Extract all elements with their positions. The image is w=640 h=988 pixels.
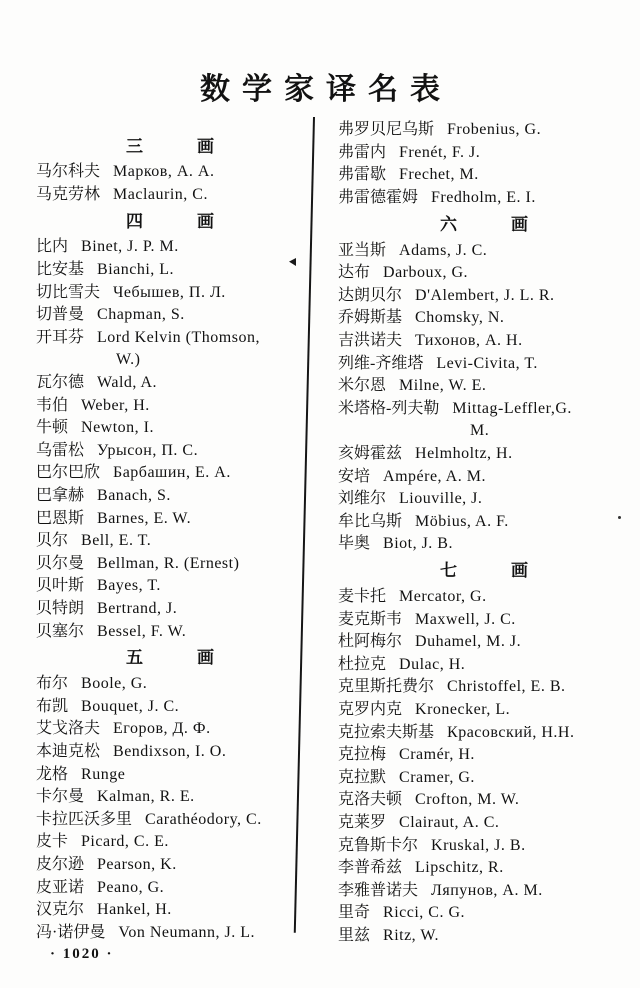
entry-original-name: Banach, S. (97, 487, 171, 505)
entry-original-name: Boole, G. (81, 675, 148, 693)
entry-original-name: Weber, H. (81, 396, 150, 414)
entry-chinese-name: 切普曼 (36, 306, 85, 324)
entry-original-name: Frobenius, G. (447, 121, 542, 139)
entry-chinese-name: 贝尔 (36, 532, 69, 550)
entry-original-name: Cramér, H. (399, 746, 475, 764)
entry-row (36, 741, 304, 764)
entry-original-name: Maclaurin, C. (113, 185, 208, 203)
entry-original-name: Maxwell, J. C. (415, 610, 516, 628)
entry-original-name: Biot, J. B. (383, 535, 453, 553)
entry-chinese-name: 乌雷松 (36, 441, 85, 459)
right-column (338, 119, 630, 947)
entry-row (36, 161, 304, 184)
entry-original-name: Frenét, F. J. (399, 143, 481, 161)
entry-original-name: Barnes, E. W. (97, 509, 192, 527)
entry-original-name: Тихонов, А. Н. (415, 332, 523, 350)
hua-character: 画 (197, 648, 214, 668)
page-title: 数学家译名表 (200, 73, 452, 106)
entry-row (36, 281, 304, 304)
entry-chinese-name: 刘维尔 (338, 490, 387, 508)
entry-chinese-name: 巴拿赫 (36, 487, 85, 505)
entry-row (338, 398, 630, 421)
entry-chinese-name: 李普希兹 (338, 859, 403, 877)
entry-chinese-name: 克莱罗 (338, 813, 387, 831)
entry-row (36, 304, 304, 327)
entry-row (36, 854, 304, 877)
entry-row (36, 553, 304, 576)
entry-original-name: Ritz, W. (383, 926, 440, 944)
entry-chinese-name: 牛顿 (36, 419, 69, 437)
entry-original-name: Liouville, J. (399, 490, 483, 508)
entry-chinese-name: 马尔科夫 (36, 163, 101, 181)
entry-chinese-name: 巴恩斯 (36, 509, 85, 527)
entry-chinese-name: 比安基 (36, 261, 85, 279)
hua-character: 画 (197, 136, 214, 156)
entry-row (36, 485, 304, 508)
entry-continuation-line (338, 420, 630, 443)
entry-chinese-name: 列维-齐维塔 (338, 354, 424, 372)
hua-character: 画 (197, 211, 214, 231)
entry-chinese-name: 克罗内克 (338, 700, 403, 718)
entry-chinese-name: 克拉默 (338, 768, 387, 786)
entry-chinese-name: 克鲁斯卡尔 (338, 836, 419, 854)
entry-chinese-name: 皮卡 (36, 833, 69, 851)
entry-row (36, 763, 304, 786)
left-column (36, 131, 304, 944)
entry-row (338, 443, 630, 466)
entry-chinese-name: 汉克尔 (36, 901, 85, 919)
entry-row (338, 744, 630, 767)
entry-row (338, 262, 630, 285)
entry-original-name: Hankel, H. (97, 901, 172, 919)
stroke-section-header (338, 556, 630, 586)
entry-original-name: D'Alembert, J. L. R. (415, 286, 555, 304)
entry-chinese-name: 克里斯托费尔 (338, 678, 435, 696)
entry-original-name: Bianchi, L. (97, 261, 175, 279)
entry-row (36, 530, 304, 553)
hua-character: 画 (511, 214, 528, 234)
entry-original-name: Levi-Civita, T. (436, 354, 538, 372)
entry-original-name: Bouquet, J. C. (81, 697, 180, 715)
entry-original-name: Mercator, G. (399, 587, 487, 605)
entry-row (338, 164, 630, 187)
entry-original-name: Kronecker, L. (415, 700, 511, 718)
entry-row (338, 533, 630, 556)
entry-original-name: Newton, I. (81, 419, 154, 437)
entry-chinese-name: 里兹 (338, 926, 371, 944)
stroke-count-character: 三 (126, 136, 143, 156)
entry-original-name: Bessel, F. W. (97, 622, 187, 640)
entry-original-name: Picard, C. E. (81, 833, 169, 851)
page-number: · 1020 · (50, 946, 114, 962)
entry-row (338, 699, 630, 722)
entry-row (36, 394, 304, 417)
entry-row (338, 352, 630, 375)
entry-row (338, 631, 630, 654)
entry-chinese-name: 乔姆斯基 (338, 309, 403, 327)
entry-original-name: Ricci, C. G. (383, 904, 466, 922)
entry-original-name: Carathéodory, C. (145, 810, 262, 828)
entry-row (338, 330, 630, 353)
entry-original-name: Красовский, Н.Н. (447, 723, 575, 741)
entry-row (338, 925, 630, 948)
entry-row (338, 721, 630, 744)
entry-row (36, 786, 304, 809)
entry-chinese-name: 克拉索夫斯基 (338, 723, 435, 741)
stroke-count-character: 四 (126, 211, 143, 231)
entry-row (36, 462, 304, 485)
entry-chinese-name: 达布 (338, 264, 371, 282)
entry-chinese-name: 龙格 (36, 765, 69, 783)
entry-chinese-name: 杜阿梅尔 (338, 633, 403, 651)
entry-row (36, 259, 304, 282)
entry-row (338, 766, 630, 789)
entry-chinese-name: 贝塞尔 (36, 622, 85, 640)
hua-character: 画 (511, 561, 528, 581)
entry-row (36, 831, 304, 854)
entry-chinese-name: 安培 (338, 467, 371, 485)
entry-original-name: W.) (116, 351, 141, 369)
entry-chinese-name: 布凯 (36, 697, 69, 715)
entry-original-name: Frechet, M. (399, 166, 479, 184)
entry-chinese-name: 艾戈洛夫 (36, 720, 101, 738)
entry-chinese-name: 弗雷德霍姆 (338, 189, 419, 207)
entry-original-name: Mittag-Leffler,G. (452, 399, 572, 417)
entry-chinese-name: 米尔恩 (338, 377, 387, 395)
entry-chinese-name: 里奇 (338, 904, 371, 922)
entry-chinese-name: 巴尔巴欣 (36, 464, 101, 482)
entry-original-name: Марков, А. А. (113, 163, 215, 181)
entry-original-name: Peano, G. (97, 878, 165, 896)
entry-row (338, 902, 630, 925)
entry-original-name: Kruskal, J. B. (431, 836, 526, 854)
entry-row (338, 465, 630, 488)
entry-original-name: Bell, E. T. (81, 532, 152, 550)
entry-row (36, 695, 304, 718)
entry-chinese-name: 弗雷歇 (338, 166, 387, 184)
entry-original-name: Milne, W. E. (399, 377, 487, 395)
entry-row (36, 440, 304, 463)
entry-original-name: Chomsky, N. (415, 309, 505, 327)
entry-original-name: Bertrand, J. (97, 599, 178, 617)
entry-chinese-name: 弗雷内 (338, 143, 387, 161)
entry-row (36, 673, 304, 696)
entry-row (36, 184, 304, 207)
entry-original-name: Bellman, R. (Ernest) (97, 554, 240, 572)
stroke-section-header (338, 209, 630, 239)
entry-original-name: Kalman, R. E. (97, 788, 195, 806)
entry-continuation-line (36, 349, 304, 372)
stroke-section-header (36, 643, 304, 673)
entry-chinese-name: 马克劳林 (36, 185, 101, 203)
stroke-count-character: 七 (440, 561, 457, 581)
entry-row (338, 608, 630, 631)
entry-row (338, 142, 630, 165)
entry-row (36, 718, 304, 741)
entry-chinese-name: 亥姆霍兹 (338, 445, 403, 463)
entry-original-name: Bayes, T. (97, 577, 161, 595)
entry-original-name: Чебышев, П. Л. (113, 283, 226, 301)
entry-row (338, 119, 630, 142)
entry-row (36, 236, 304, 259)
entry-original-name: Darboux, G. (383, 264, 469, 282)
entry-original-name: Crofton, M. W. (415, 791, 520, 809)
entry-row (338, 375, 630, 398)
entry-row (36, 808, 304, 831)
entry-chinese-name: 皮尔逊 (36, 855, 85, 873)
entry-row (338, 812, 630, 835)
entry-original-name: Урысон, П. С. (97, 441, 199, 459)
entry-chinese-name: 贝叶斯 (36, 577, 85, 595)
entry-original-name: Helmholtz, H. (415, 445, 513, 463)
entry-row (338, 789, 630, 812)
entry-chinese-name: 比内 (36, 238, 69, 256)
entry-row (338, 187, 630, 210)
entry-row (36, 598, 304, 621)
entry-original-name: Егоров, Д. Ф. (113, 720, 211, 738)
entry-original-name: Duhamel, M. J. (415, 633, 522, 651)
entry-row (36, 417, 304, 440)
entry-chinese-name: 冯·诺伊曼 (36, 923, 106, 941)
entry-chinese-name: 开耳芬 (36, 328, 85, 346)
entry-original-name: Von Neumann, J. L. (118, 923, 256, 941)
entry-chinese-name: 韦伯 (36, 396, 69, 414)
entry-original-name: Lord Kelvin (Thomson, (97, 328, 260, 346)
entry-chinese-name: 皮亚诺 (36, 878, 85, 896)
entry-row (338, 653, 630, 676)
stroke-count-character: 六 (440, 214, 457, 234)
entry-chinese-name: 毕奥 (338, 535, 371, 553)
ink-speck (618, 516, 621, 519)
entry-row (338, 239, 630, 262)
entry-row (36, 507, 304, 530)
entry-chinese-name: 贝特朗 (36, 599, 85, 617)
entry-chinese-name: 克拉梅 (338, 746, 387, 764)
entry-row (36, 620, 304, 643)
entry-chinese-name: 卡尔曼 (36, 788, 85, 806)
entry-original-name: Dulac, H. (399, 655, 466, 673)
entry-original-name: Cramer, G. (399, 768, 475, 786)
entry-chinese-name: 麦卡托 (338, 587, 387, 605)
entry-chinese-name: 切比雪夫 (36, 283, 101, 301)
entry-original-name: Lipschitz, R. (415, 859, 504, 877)
entry-original-name: Binet, J. P. M. (81, 238, 179, 256)
entry-row (338, 586, 630, 609)
entry-chinese-name: 李雅普诺夫 (338, 881, 419, 899)
stroke-section-header (36, 206, 304, 236)
entry-original-name: Wald, A. (97, 374, 158, 392)
entry-chinese-name: 卡拉匹沃多里 (36, 810, 133, 828)
entry-chinese-name: 弗罗贝尼乌斯 (338, 121, 435, 139)
entry-row (36, 372, 304, 395)
entry-original-name: Christoffel, E. B. (447, 678, 566, 696)
entry-row (338, 307, 630, 330)
entry-chinese-name: 克洛夫顿 (338, 791, 403, 809)
entry-row (338, 879, 630, 902)
entry-row (36, 899, 304, 922)
entry-original-name: Fredholm, E. I. (431, 189, 536, 207)
entry-row (338, 834, 630, 857)
entry-chinese-name: 杜拉克 (338, 655, 387, 673)
stroke-count-character: 五 (126, 648, 143, 668)
entry-row (36, 327, 304, 350)
entry-original-name: Möbius, A. F. (415, 512, 509, 530)
entry-original-name: Adams, J. C. (399, 241, 488, 259)
entry-row (36, 921, 304, 944)
entry-row (338, 285, 630, 308)
entry-chinese-name: 布尔 (36, 675, 69, 693)
entry-original-name: M. (470, 422, 490, 440)
entry-row (338, 488, 630, 511)
entry-chinese-name: 瓦尔德 (36, 374, 85, 392)
entry-original-name: Ляпунов, А. М. (431, 881, 543, 899)
entry-chinese-name: 米塔格-列夫勒 (338, 399, 440, 417)
entry-original-name: Барбашин, Е. А. (113, 464, 231, 482)
stroke-section-header (36, 131, 304, 161)
entry-chinese-name: 亚当斯 (338, 241, 387, 259)
entry-original-name: Runge (81, 765, 126, 783)
entry-original-name: Chapman, S. (97, 306, 185, 324)
entry-chinese-name: 牟比乌斯 (338, 512, 403, 530)
entry-chinese-name: 本迪克松 (36, 742, 101, 760)
entry-original-name: Pearson, K. (97, 855, 177, 873)
entry-row (338, 676, 630, 699)
entry-row (36, 575, 304, 598)
entry-row (338, 511, 630, 534)
entry-chinese-name: 吉洪诺夫 (338, 332, 403, 350)
entry-original-name: Clairaut, A. C. (399, 813, 500, 831)
entry-chinese-name: 贝尔曼 (36, 554, 85, 572)
entry-original-name: Bendixson, I. O. (113, 742, 227, 760)
entry-row (36, 876, 304, 899)
entry-chinese-name: 达朗贝尔 (338, 286, 403, 304)
entry-original-name: Ampére, A. M. (383, 467, 486, 485)
entry-row (338, 857, 630, 880)
entry-chinese-name: 麦克斯韦 (338, 610, 403, 628)
